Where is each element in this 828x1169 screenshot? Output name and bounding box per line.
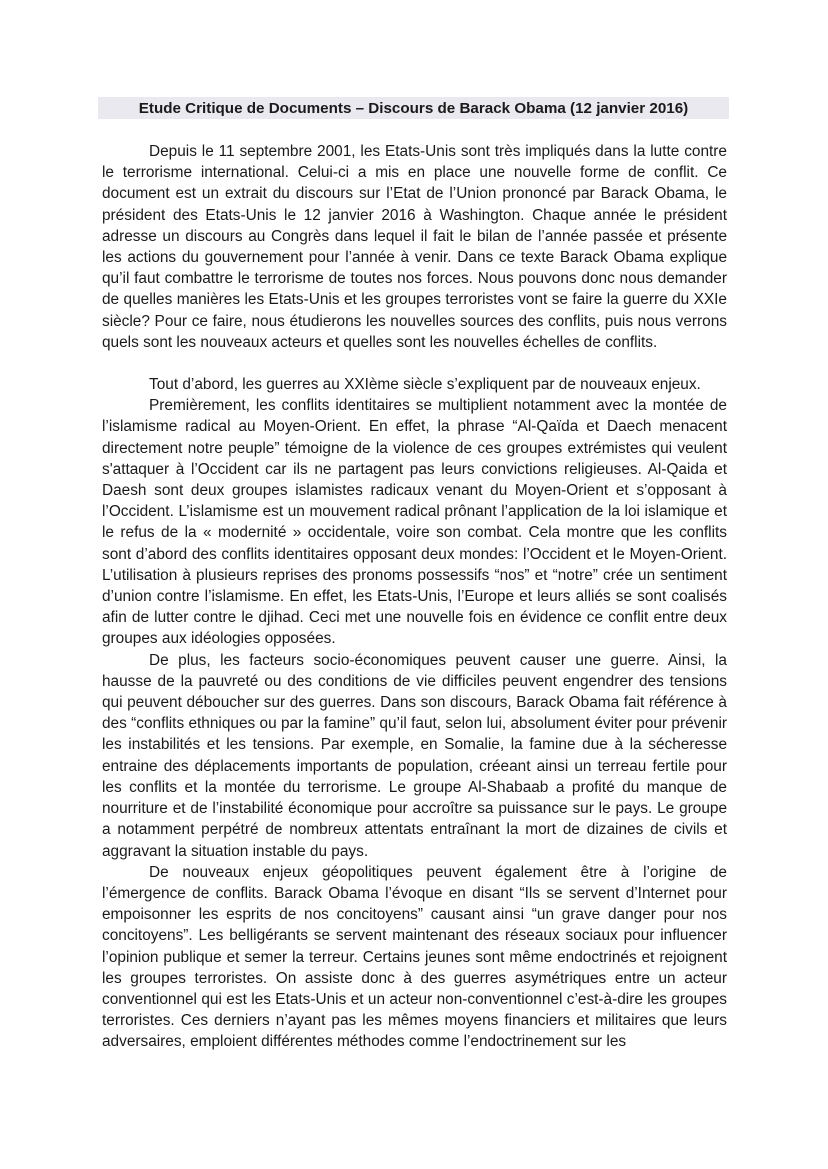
document-body xyxy=(102,141,727,1053)
paragraph-part-heading: Tout d’abord, les guerres au XXIème siècle s’expliquent par de nouveaux enjeux. xyxy=(149,376,701,394)
paragraph-introduction: Depuis le 11 septembre 2001, les Etats-Unis sont très impliqués dans la lutte contre le terrorisme international. Celui-ci a mis en place une nouvelle forme de conflit. Ce document est un extrait du discours sur l’Etat de l’Union prononcé par Barack Obama, le président des Etats-Unis le 12 janvier 2016 à Washington. Chaque année le président adresse un discours au Congrès dans lequel il fait le bilan de l’année passée et présente les actions du gouvernement pour l’année à venir. Dans ce texte Barack Obama explique qu’il faut combattre le terrorisme de toutes nos forces. Nous pouvons donc nous demander de quelles manières les Etats-Unis et les groupes terroristes vont se faire la guerre du XXIe siècle? Pour ce faire, nous étudierons les nouvelles sources des conflits, puis nous verrons quels sont les nouveaux acteurs et quelles sont les nouvelles échelles de conflits. xyxy=(102,143,727,351)
paragraph-gap xyxy=(102,353,727,374)
paragraph-geopolitical: De nouveaux enjeux géopolitiques peuvent également être à l’origine de l’émergence de conflits. Barack Obama l’évoque en disant “Ils se servent d’Internet pour empoisonner les esprits de nos concitoyens” causant ainsi “un grave danger pour nos concitoyens”. Les belligérants se servent maintenant des réseaux sociaux pour influencer l’opinion publique et semer la terreur. Certains jeunes sont même endoctrinés et rejoignent les groupes terroristes. On assiste donc à des guerres asymétriques entre un acteur conventionnel qui est les Etats-Unis et un acteur non-conventionnel c’est-à-dire les groupes terroristes. Ces derniers n’ayant pas les mêmes moyens financiers et militaires que leurs adversaires, emploient différentes méthodes comme l’endoctrinement sur les xyxy=(102,863,727,1051)
paragraph-identity-conflicts: Premièrement, les conflits identitaires se multiplient notamment avec la montée de l’islamisme radical au Moyen-Orient. En effet, la phrase “Al-Qaïda et Daech menacent directement notre peuple” témoigne de la violence de ces groupes extrémistes qui veulent s'attaquer à l’Occident car ils ne partagent pas leurs convictions religieuses. Al-Qaida et Daesh sont deux groupes islamistes radicaux venant du Moyen-Orient et s’opposant à l’Occident. L’islamisme est un mouvement radical prônant l’application de la loi islamique et le refus de la « modernité » occidentale, voire son combat. Cela montre que les conflits sont d’abord des conflits identitaires opposant deux mondes: l’Occident et le Moyen-Orient. L’utilisation à plusieurs reprises des pronoms possessifs “nos” et “notre” crée un sentiment d’union contre l’islamisme. En effet, les Etats-Unis, l’Europe et leurs alliés se sont coalisés afin de lutter contre le djihad. Ceci met une nouvelle fois en évidence ce conflit entre deux groupes aux idéologies opposées. xyxy=(102,397,727,648)
paragraph-socio-economic: De plus, les facteurs socio-économiques peuvent causer une guerre. Ainsi, la hausse de la pauvreté ou des conditions de vie difficiles peuvent engendrer des tensions qui peuvent déboucher sur des guerres. Dans son discours, Barack Obama fait référence à des “conflits ethniques ou par la famine” qu’il faut, selon lui, absolument éviter pour prévenir les instabilités et les tensions. Par exemple, en Somalie, la famine due à la sécheresse entraine des déplacements importants de population, créeant ainsi un terreau fertile pour les conflits et la montée du terrorisme. Le groupe Al-Shabaab a profité du manque de nourriture et de l’instabilité économique pour accroître sa puissance sur le pays. Le groupe a notamment perpétré de nombreux attentats entraînant la mort de dizaines de civils et aggravant la situation instable du pays. xyxy=(102,651,727,860)
document-title: Etude Critique de Documents – Discours de Barack Obama (12 janvier 2016) xyxy=(138,100,689,117)
